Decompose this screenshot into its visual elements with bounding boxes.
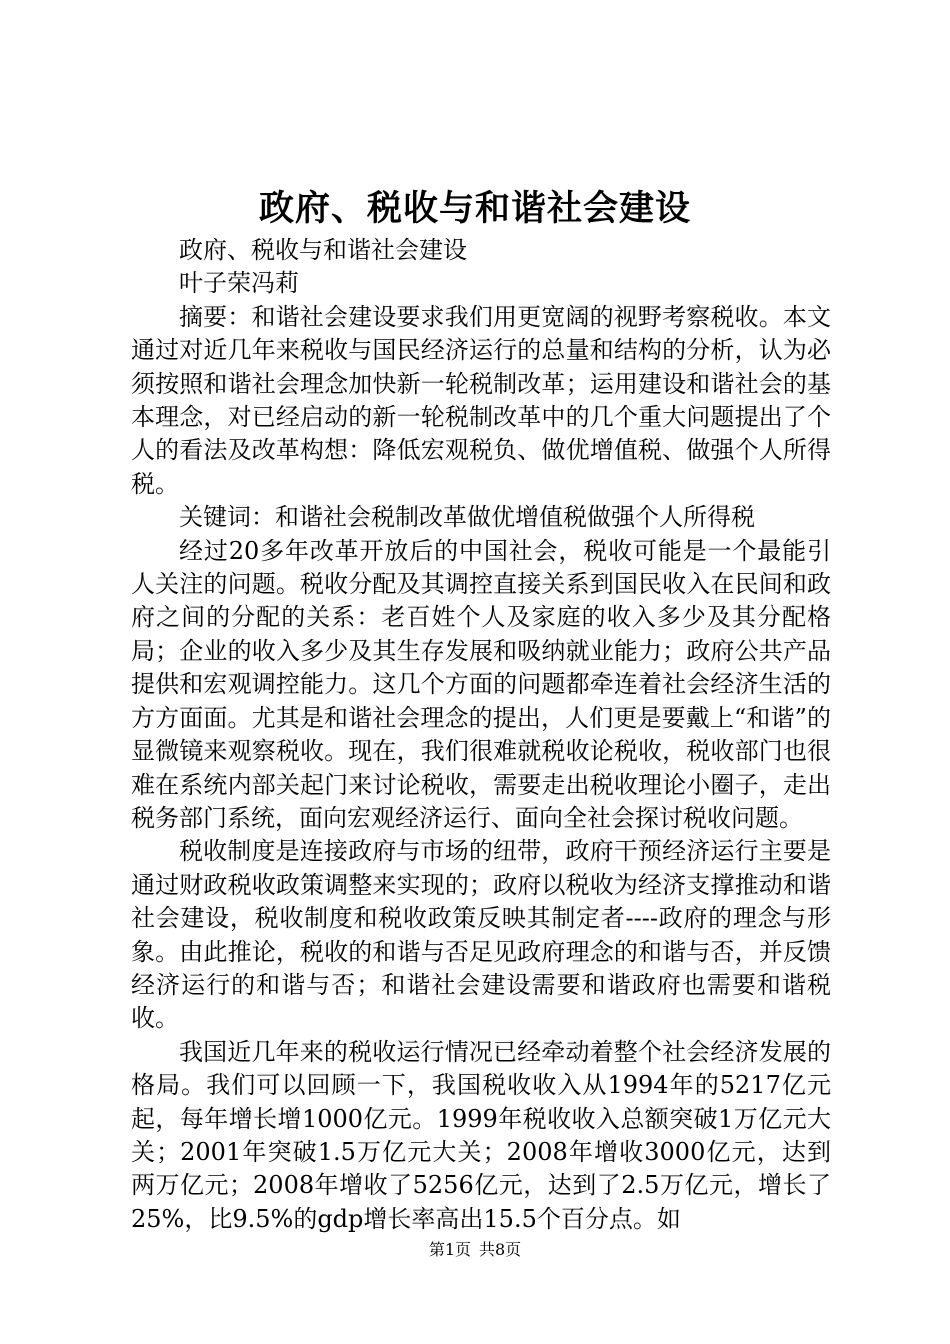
keywords-paragraph: 关键词：和谐社会税制改革做优增值税做强个人所得税 [179, 503, 755, 532]
authors-paragraph: 叶子荣冯莉 [179, 269, 299, 298]
page-total: 共8页 [479, 1240, 522, 1259]
document-title: 政府、税收与和谐社会建设 [258, 188, 691, 229]
page-number: 第1页 [428, 1240, 471, 1259]
body-paragraph: 税收制度是连接政府与市场的纽带，政府干预经济运行主要是通过财政税收政策调整来实现的；政府以税收为经济支撑推动和谐社会建设，税收制度和税收政策反映其制定者----政府的理念与形象。由此推论，税收的和谐与否足见政府理念的和谐与否，并反馈经济运行的和谐与否；和谐社会建设需要和谐政府也需要和谐税收。 [131, 837, 831, 1033]
body-paragraph: 经过20多年改革开放后的中国社会，税收可能是一个最能引人关注的问题。税收分配及其调控直接关系到国民收入在民间和政府之间的分配的关系：老百姓个人及家庭的收入多少及其分配格局；企业的收入多少及其生存发展和吸纳就业能力；政府公共产品提供和宏观调控能力。这几个方面的问题都牵连着社会经济生活的方方面面。尤其是和谐社会理念的提出，人们更是要戴上“和谐”的显微镜来观察税收。现在，我们很难就税收论税收，税收部门也很难在系统内部关起门来讨论税收，需要走出税收理论小圈子，走出税务部门系统，面向宏观经济运行、面向全社会探讨税收问题。 [131, 536, 831, 832]
body-paragraph: 我国近几年来的税收运行情况已经牵动着整个社会经济发展的格局。我们可以回顾一下，我国税收收入从1994年的5217亿元起，每年增长增1000亿元。1999年税收收入总额突破1万亿元大关；2001年突破1.5万亿元大关；2008年增收3000亿元，达到两万亿元；2008年增收了5256亿元，达到了2.5万亿元，增长了25%，比9.5%的gdp增长率高出15.5个百分点。如 [131, 1037, 831, 1233]
page-footer [0, 1238, 950, 1262]
subtitle-paragraph: 政府、税收与和谐社会建设 [179, 236, 467, 264]
abstract-paragraph: 摘要：和谐社会建设要求我们用更宽阔的视野考察税收。本文通过对近几年来税收与国民经济运行的总量和结构的分析，认为必须按照和谐社会理念加快新一轮税制改革；运用建设和谐社会的基本理念，对已经启动的新一轮税制改革中的几个重大问题提出了个人的看法及改革构想：降低宏观税负、做优增值税、做强个人所得税。 [131, 302, 831, 498]
document-body [131, 234, 831, 1236]
